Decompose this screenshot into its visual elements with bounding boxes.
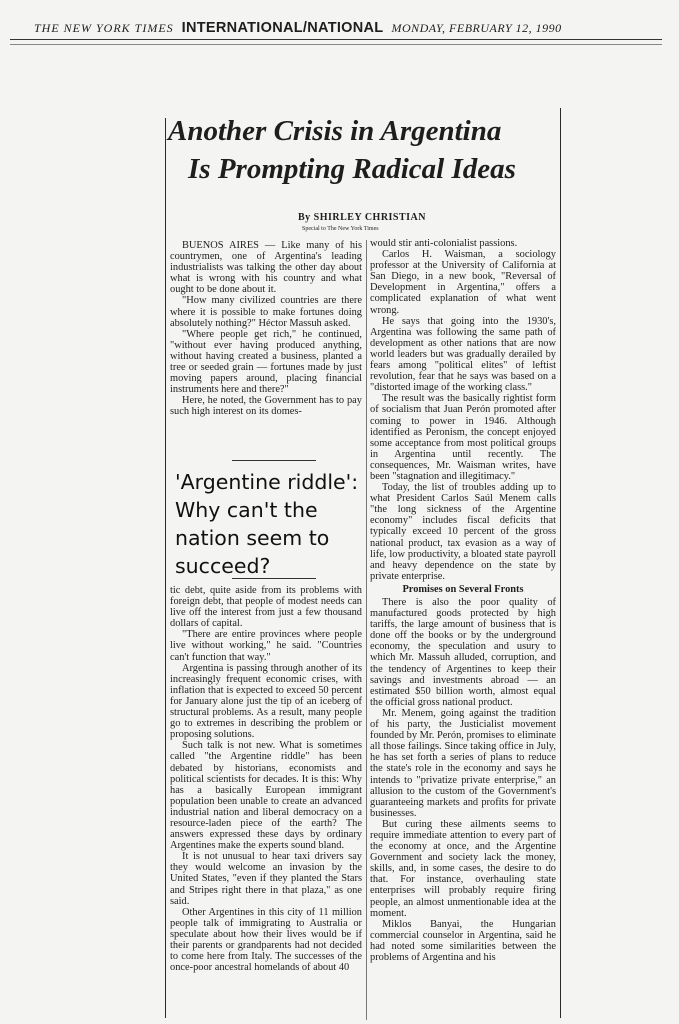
- pull-quote-rule-bottom: [232, 578, 316, 579]
- masthead-section: INTERNATIONAL/NATIONAL: [181, 20, 384, 36]
- byline: By SHIRLEY CHRISTIAN: [298, 212, 426, 223]
- paragraph: Other Argentines in this city of 11 million people talk of immigrating to Australia or speculate about how their lives would be if their parents or grandparents had not decided to come here from Italy. The successes of the once-poor ancestral homelands of about 40: [170, 906, 362, 974]
- paragraph: But curing these ailments seems to require immediate attention to every part of the economy at once, and the Argentine Government and society lack the money, skills, and, in some cases, the desire to do that. For instance, overhauling state enterprises will probably require firing people, an almost unmentionable idea at the moment.: [370, 818, 556, 919]
- headline: [168, 112, 568, 188]
- paragraph: He says that going into the 1930's, Argentina was following the same path of development as other nations that are now world leaders but was gradually derailed by fears among "political elites" of leftist revolution, fear that he says was based on a "distorted image of the working class.": [370, 315, 556, 394]
- paragraph: Mr. Menem, going against the tradition of his party, the Justicialist movement founded by Mr. Perón, promises to eliminate all those failings. Since taking office in July, he has set forth a series of plans to reduce the state's role in the economy and says he intends to "privatize private enterprise," an allusion to the custom of the Government's guaranteeing markets and profits for private businesses.: [370, 707, 556, 819]
- paragraph: "How many civilized countries are there where it is possible to make fortunes doing absolutely nothing?" Héctor Massuh asked.: [170, 295, 362, 329]
- paragraph: Such talk is not new. What is sometimes called "the Argentine riddle" has been debated by historians, economists and political scientists for decades. It is this: Why has a basically European immigrant population been unable to create an advanced industrial nation and liberal democracy on a resource-laden piece of the earth? The answers expressed these days by ordinary Argentines make the experts sound bland.: [170, 740, 362, 852]
- paragraph: tic debt, quite aside from its problems with foreign debt, that people of modest needs can live off the interest from just a few thousand dollars of capital.: [170, 585, 362, 630]
- section-subhead: Promises on Several Fronts: [402, 583, 524, 595]
- headline-line-1: Another Crisis in Argentina: [168, 115, 502, 147]
- masthead-rule-thin: [10, 44, 662, 45]
- masthead-paper: THE NEW YORK TIMES: [34, 21, 174, 35]
- column-2: [370, 238, 556, 1022]
- paragraph: Carlos H. Waisman, a sociology professor at the University of California at San Diego, in a new book, "Reversal of Development in Argentina," offers a complicated explanation of what went wrong.: [370, 249, 556, 316]
- paragraph: Today, the list of troubles adding up to what President Carlos Saúl Menem calls "the long sickness of the Argentine economy" includes fiscal deficits that typically exceed 10 percent of the gross national product, tax evasion as a way of life, low productivity, a bloated state payroll and heavy dependence on the state by private enterprise.: [370, 482, 556, 582]
- column-1-top: [170, 240, 362, 418]
- paragraph: Miklos Banyai, the Hungarian commercial counselor in Argentina, said he had noted some similarities between the problems of Argentina and his: [370, 918, 556, 963]
- byline-special: Special to The New York Times: [302, 226, 379, 232]
- paragraph: It is not unusual to hear taxi drivers say they would welcome an invasion by the United States, "even if they planted the Stars and Stripes right there in that plaza," as one said.: [170, 851, 362, 907]
- pull-quote-rule-top: [232, 460, 316, 461]
- paragraph: "There are entire provinces where people live without working," he said. "Countries can't function that way.": [170, 629, 362, 663]
- paragraph: "Where people get rich," he continued, "without ever having produced anything, without having created a business, planted a tree or seeded grain — fortunes made by just moving papers around, placing financial instruments here and there?": [170, 328, 362, 396]
- paragraph: would stir anti-colonialist passions.: [370, 238, 518, 249]
- column-gutter-rule: [366, 240, 367, 1020]
- left-column-rule: [165, 118, 166, 1018]
- masthead-date: MONDAY, FEBRUARY 12, 1990: [391, 21, 562, 35]
- masthead-rule: [10, 39, 662, 40]
- column-1-bottom: [170, 585, 362, 1021]
- headline-line-2: Is Prompting Radical Ideas: [188, 153, 516, 185]
- pull-quote: 'Argentine riddle': Why can't the nation seem to succeed?: [175, 470, 359, 578]
- paragraph: The result was the basically rightist form of socialism that Juan Perón promoted after coming to power in 1946. Although identified as Peronism, the concept enjoyed some acceptance from most political groups in Argentina until recently. The consequences, Mr. Waisman writes, have been "stagnation and illegitimacy.": [370, 393, 556, 482]
- right-column-rule: [560, 108, 561, 1018]
- paragraph: Here, he noted, the Government has to pay such high interest on its domes-: [170, 395, 362, 418]
- paragraph: There is also the poor quality of manufactured goods protected by high tariffs, the large amount of business that is done off the books or by the underground economy, the speculation and usury to which Mr. Massuh alluded, corruption, and the tendency of Argentines to keep their savings and investments abroad — an estimated $50 billion worth, almost equal the official gross national product.: [370, 597, 556, 708]
- paragraph: Argentina is passing through another of its increasingly frequent economic crises, with inflation that is expected to exceed 50 percent for January alone just the tip of an iceberg of structural problems. As a result, many people go to extremes in describing the problem or proposing solutions.: [170, 662, 362, 741]
- paragraph: BUENOS AIRES — Like many of his countrymen, one of Argentina's leading industrialists was talking the other day about what is wrong with his country and what ought to be done about it.: [170, 240, 362, 296]
